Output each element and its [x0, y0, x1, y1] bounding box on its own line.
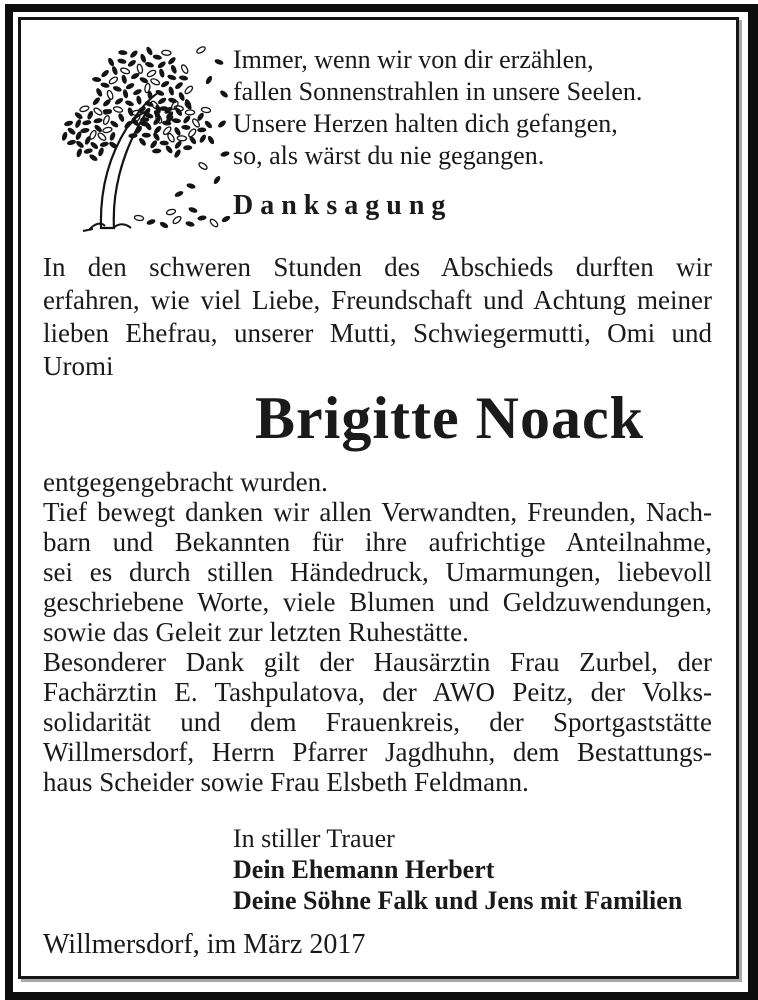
place-date-line: Willmersdorf, im März 2017	[43, 929, 366, 960]
thanks-line: geschriebene Worte, viele Blumen und Geldzuwendungen,	[43, 587, 712, 617]
poem-line: so, als wärst du nie gegangen.	[233, 141, 545, 170]
poem-line: fallen Sonnenstrahlen in unsere Seelen.	[233, 77, 643, 106]
intro-line: lieben Ehefrau, unserer Mutti, Schwiegermutti, Omi und	[43, 318, 712, 348]
tree-leaves	[61, 46, 231, 230]
thanks-paragraph	[43, 467, 712, 797]
thanks-line: haus Scheider sowie Frau Elsbeth Feldmann.	[43, 767, 529, 797]
tree-illustration	[43, 28, 233, 233]
death-notice	[18, 17, 739, 979]
thanks-line: Fachärztin E. Tashpulatova, der AWO Peitz, der Volks-	[43, 677, 712, 707]
poem-line: Immer, wenn wir von dir erzählen,	[233, 45, 594, 74]
notice-header	[43, 28, 712, 233]
intro-paragraph	[43, 251, 712, 383]
thanks-line: barn und Bekannten für ihre aufrichtige Anteilnahme,	[43, 527, 712, 557]
thanks-line: solidarität und dem Frauenkreis, der Sportgaststätte	[43, 707, 712, 737]
intro-line: erfahren, wie viel Liebe, Freundschaft und Achtung meiner	[43, 285, 712, 315]
thanks-line: Tief bewegt danken wir allen Verwandten, Freunden, Nach-	[43, 497, 712, 527]
thanks-line: sei es durch stillen Händedruck, Umarmungen, liebevoll	[43, 557, 712, 587]
closing-line: Dein Ehemann Herbert	[233, 855, 495, 884]
closing-block	[233, 823, 712, 916]
closing-line: In stiller Trauer	[233, 824, 395, 853]
thanks-line: sowie das Geleit zur letzten Ruhestätte.	[43, 617, 469, 647]
closing-line: Deine Söhne Falk und Jens mit Familien	[233, 886, 683, 915]
thanks-line: entgegengebracht wurden.	[43, 467, 328, 497]
poem-line: Unsere Herzen halten dich gefangen,	[233, 109, 618, 138]
memorial-poem	[233, 44, 712, 172]
notice-heading: Danksagung	[233, 190, 453, 221]
intro-line: Uromi	[43, 351, 114, 381]
thanks-line: Besonderer Dank gilt der Hausärztin Frau Zurbel, der	[43, 647, 712, 677]
deceased-name: Brigitte Noack	[255, 385, 644, 451]
thanks-line: Willmersdorf, Herrn Pfarrer Jagdhuhn, dem Bestattungs-	[43, 737, 712, 767]
intro-line: In den schweren Stunden des Abschieds durften wir	[43, 252, 712, 282]
header-text-column	[233, 28, 712, 222]
